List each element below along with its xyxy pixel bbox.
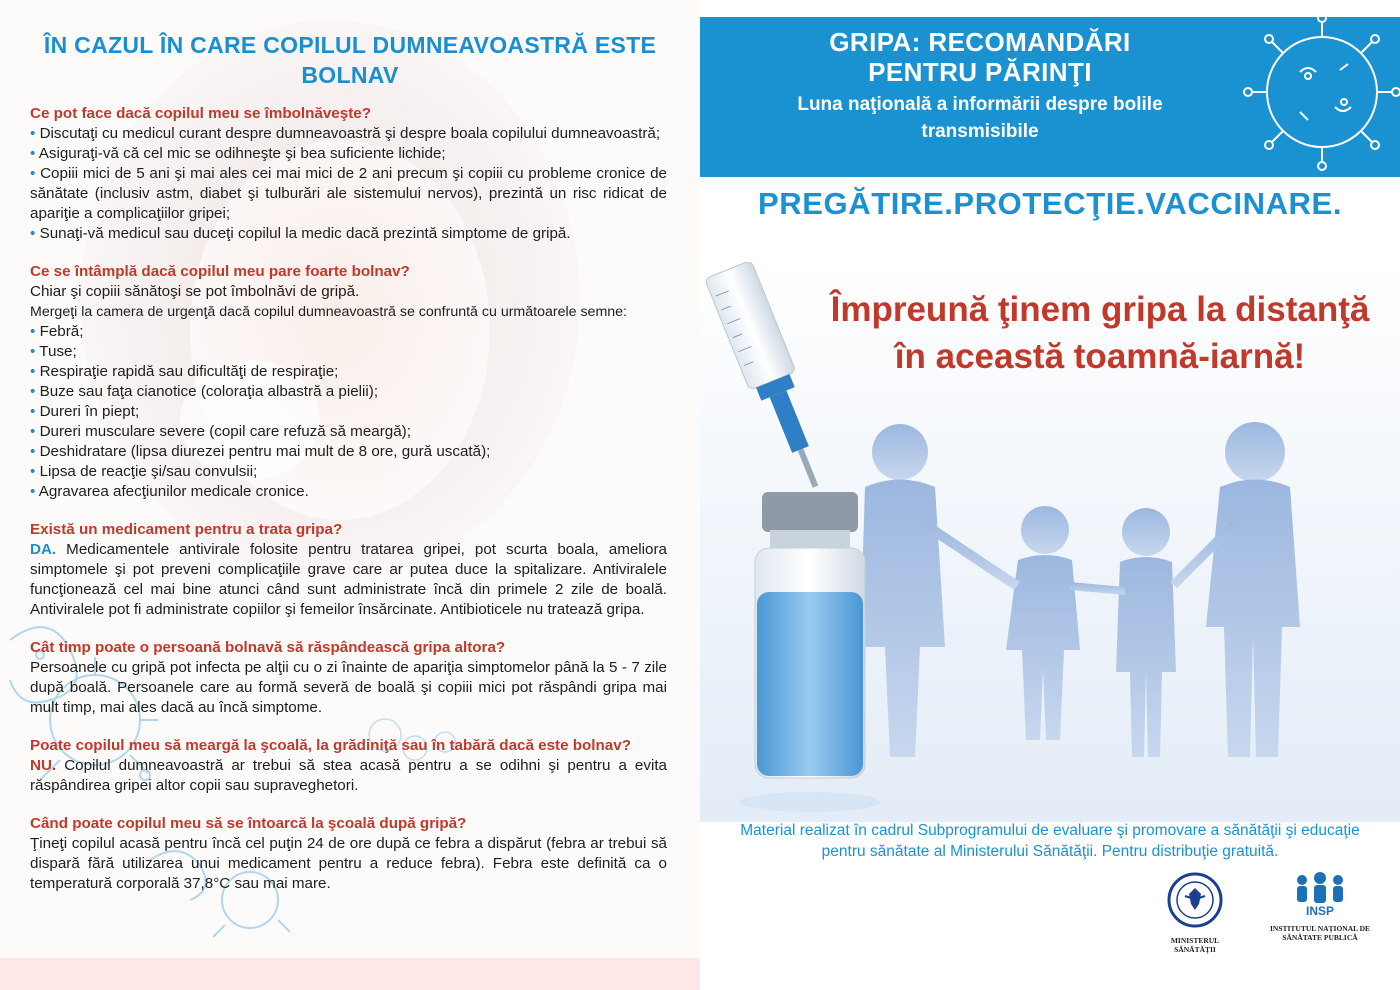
question-heading: Ce pot face dacă copilul meu se îmbolnăveşte? bbox=[30, 105, 371, 122]
list-item: • Respiraţie rapidă sau dificultăţi de respiraţie; bbox=[30, 363, 339, 380]
list-item: • Buze sau faţa cianotice (coloraţia albastră a pielii); bbox=[30, 383, 379, 400]
insp-people-icon bbox=[1290, 872, 1350, 916]
bullet-icon: • bbox=[30, 443, 36, 460]
left-panel-content bbox=[30, 104, 667, 894]
insp-logo bbox=[1265, 872, 1375, 942]
bullet-icon: • bbox=[30, 343, 36, 360]
bullet-icon: • bbox=[30, 225, 36, 242]
question-heading: Când poate copilul meu să se întoarcă la şcoală după gripă? bbox=[30, 815, 467, 832]
paragraph: DA. Medicamentele antivirale folosite pentru tratarea gripei, pot scurta boala, ameliora simptomele şi pot preveni complicaţiile grave care ar putea duce la spitalizare. Antiviralele funcţionează cel mai bine atunci când sunt administrate încă din primele 2 zile de boală. Antiviralele pot fi administrate copiilor şi femeilor însărcinate. Antibioticele nu tratează gripa. bbox=[30, 541, 667, 618]
question-heading: Poate copilul meu să meargă la şcoală, la grădiniţă sau în tabără dacă este bolnav? bbox=[30, 737, 631, 754]
left-panel-title: ÎN CAZUL ÎN CARE COPILUL DUMNEAVOASTRĂ ESTE BOLNAV bbox=[43, 32, 657, 88]
header-banner bbox=[700, 17, 1400, 177]
bullet-icon: • bbox=[30, 145, 36, 162]
header-subtitle: Luna naţională a informării despre bolile transmisibile bbox=[797, 94, 1163, 142]
paragraph: Ţineţi copilul acasă pentru încă cel puţin 24 de ore după ce febra a dispărut (febra ar trebui să dispară fără utilizarea unui medicament pentru a reduce febra). Febra este definită ca o temperatură corporală 37,8°C sau mai mare. bbox=[30, 835, 667, 892]
ministry-caption: MINISTERUL SĂNĂTĂŢII bbox=[1170, 936, 1220, 954]
insp-caption: INSTITUTUL NAŢIONAL DE SĂNĂTATE PUBLICĂ bbox=[1269, 924, 1371, 942]
virus-icon bbox=[1240, 2, 1400, 177]
bullet-icon: • bbox=[30, 463, 36, 480]
government-seal-icon bbox=[1167, 872, 1223, 928]
list-item: • Discutaţi cu medicul curant despre dumneavoastră şi despre boala copilului dumneavoastră; bbox=[30, 125, 661, 142]
list-item: • Dureri musculare severe (copil care refuză să meargă); bbox=[30, 423, 411, 440]
paragraph: NU. Copilul dumneavoastră ar trebui să stea acasă pentru a se odihni şi pentru a evita răspândirea gripei altor copii sau supraveghetori. bbox=[30, 757, 667, 794]
ministry-logo bbox=[1155, 872, 1235, 954]
right-panel bbox=[700, 0, 1400, 990]
list-item: • Febră; bbox=[30, 323, 84, 340]
bullet-icon: • bbox=[30, 483, 36, 500]
bullet-icon: • bbox=[30, 125, 36, 142]
insp-mark: INSP bbox=[1305, 904, 1335, 916]
paragraph: Persoanele cu gripă pot infecta pe alţii cu o zi înainte de apariţia simptomelor până la 5 - 7 zile după boală. Persoanele care au formă severă de boală şi copiii mici pot răspândi gripa mai mult timp, mai ales dacă au încă simptome. bbox=[30, 659, 667, 716]
list-item: • Agravarea afecţiunilor medicale cronice. bbox=[30, 483, 309, 500]
list-item: • Asiguraţi-vă că cel mic se odihneşte şi bea suficiente lichide; bbox=[30, 145, 446, 162]
list-item: • Tuse; bbox=[30, 343, 77, 360]
bullet-icon: • bbox=[30, 323, 36, 340]
question-heading: Ce se întâmplă dacă copilul meu pare foarte bolnav? bbox=[30, 263, 410, 280]
tagline: PREGĂTIRE.PROTECŢIE.VACCINARE. bbox=[757, 186, 1343, 221]
footer-note: Material realizat în cadrul Subprogramului de evaluare şi promovare a sănătăţii şi educaţie pentru sănătate al Ministerului Sănătăţii. Pentru distribuţie gratuită. bbox=[740, 822, 1360, 860]
paragraph: Chiar şi copiii sănătoşi se pot îmbolnăvi de gripă. bbox=[30, 283, 360, 300]
bullet-icon: • bbox=[30, 165, 36, 182]
question-heading: Există un medicament pentru a trata gripa? bbox=[30, 521, 343, 538]
list-item: • Dureri în piept; bbox=[30, 403, 140, 420]
bullet-icon: • bbox=[30, 403, 36, 420]
list-item: • Deshidratare (lipsa diurezei pentru mai mult de 8 ore, gură uscată); bbox=[30, 443, 491, 460]
list-item: • Copiii mici de 5 ani şi mai ales cei mai mici de 2 ani precum şi copiii cu probleme cronice de sănătate (inclusiv astm, diabet şi tulburări ale sistemului nervos), prezintă un risc ridicat de apariţie a complicaţiilor gripei; bbox=[30, 165, 667, 222]
question-heading: Cât timp poate o persoană bolnavă să răspândească gripa altora? bbox=[30, 639, 506, 656]
bullet-icon: • bbox=[30, 423, 36, 440]
header-title: GRIPA: RECOMANDĂRI PENTRU PĂRINŢI bbox=[829, 27, 1131, 87]
bullet-icon: • bbox=[30, 383, 36, 400]
bottom-band bbox=[0, 958, 700, 990]
answer-lead: DA. bbox=[30, 541, 57, 558]
paragraph: Mergeţi la camera de urgenţă dacă copilul dumneavoastră se confruntă cu următoarele semne: bbox=[30, 304, 627, 320]
answer-lead: NU. bbox=[30, 757, 57, 774]
slogan: Împreună ţinem gripa la distanţă în această toamnă-iarnă! bbox=[830, 290, 1370, 376]
bullet-icon: • bbox=[30, 363, 36, 380]
list-item: • Lipsa de reacţie şi/sau convulsii; bbox=[30, 463, 258, 480]
list-item: • Sunaţi-vă medicul sau duceţi copilul la medic dacă prezintă simptome de gripă. bbox=[30, 225, 571, 242]
